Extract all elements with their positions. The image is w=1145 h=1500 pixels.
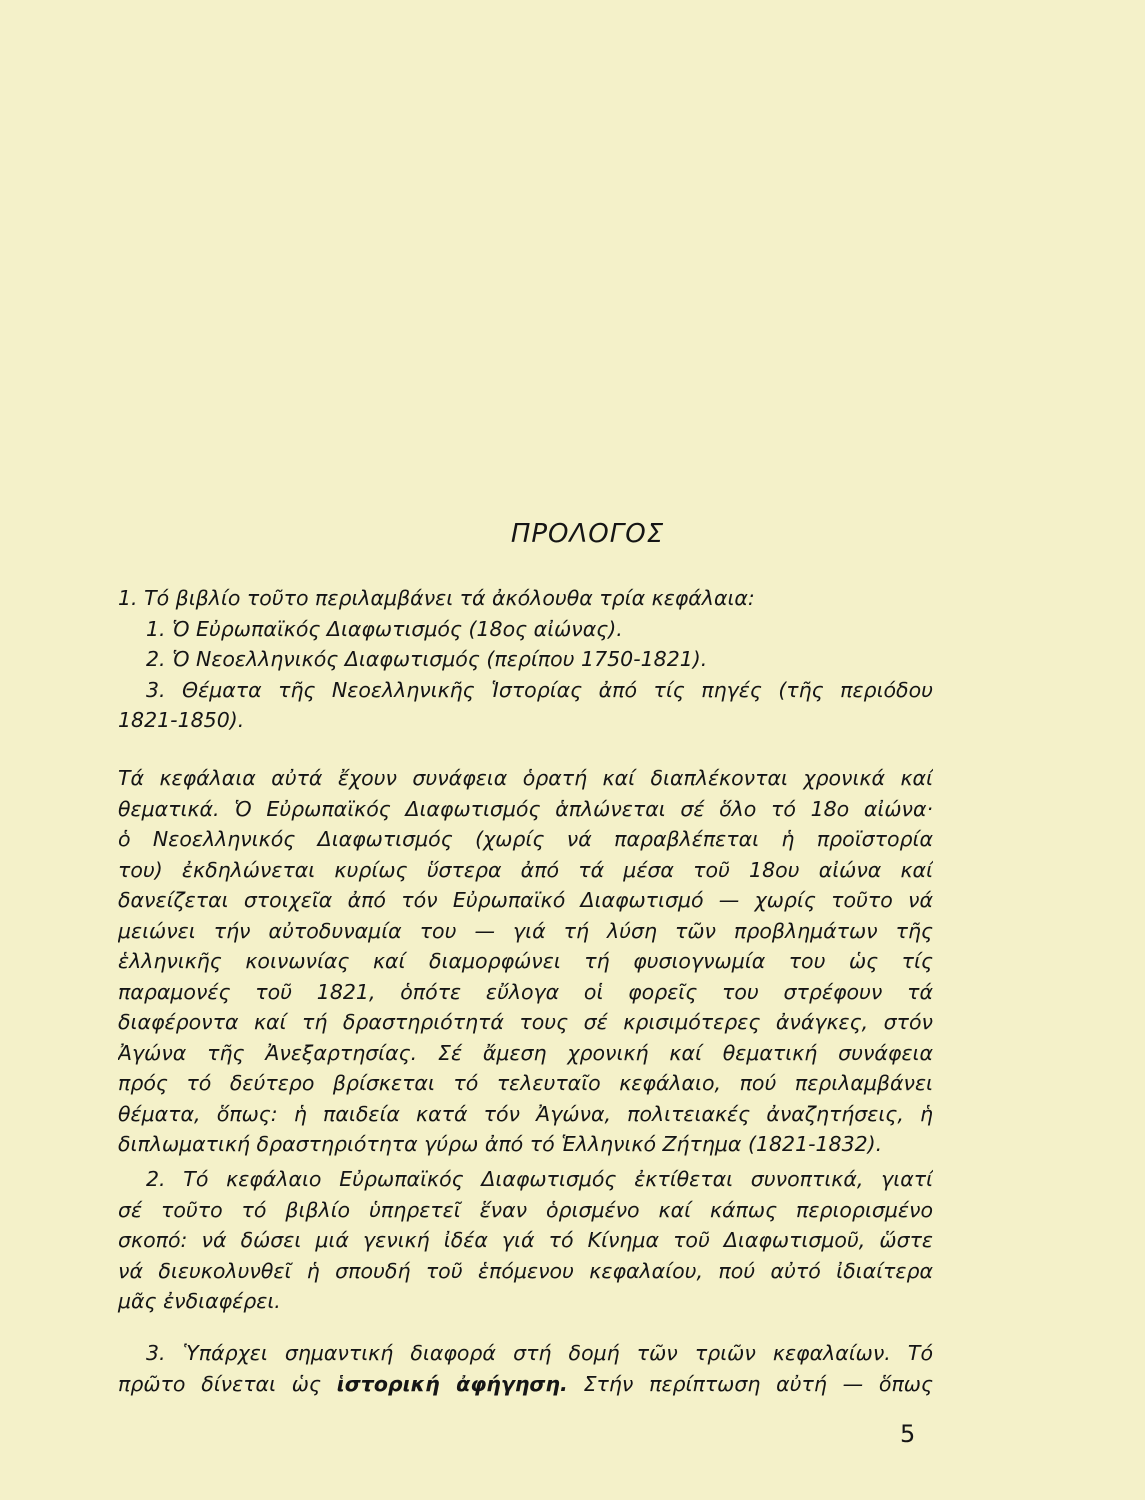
paragraph-text: πρῶτο δίνεται ὡς: [118, 1371, 337, 1396]
paragraph-line: μειώνει τήν αὐτοδυναμία του — γιά τή λύση τῶν προβλημάτων τῆς: [118, 918, 933, 943]
paragraph-line: πρός τό δεύτερο βρίσκεται τό τελευταῖο κεφάλαιο, πού περιλαμβάνει: [118, 1071, 933, 1095]
chapter-item-1: 1. Ὁ Εὐρωπαϊκός Διαφωτισμός (18ος αἰώνας).: [146, 616, 623, 641]
paragraph-1: [118, 763, 933, 1160]
paragraph-line: Ἀγώνα τῆς Ἀνεξαρτησίας. Σέ ἄμεση χρονική καί θεματική συνάφεια: [118, 1040, 933, 1065]
paragraph-line: του) ἐκδηλώνεται κυρίως ὕστερα ἀπό τά μέσα τοῦ 18ου αἰώνα καί: [118, 857, 933, 882]
paragraph-line: μᾶς ἐνδιαφέρει.: [118, 1289, 281, 1313]
paragraph-line: σέ τοῦτο τό βιβλίο ὑπηρετεῖ ἕναν ὁρισμένο καί κάπως περιορισμένο: [118, 1197, 933, 1222]
paragraph-line: διπλωματική δραστηριότητα γύρω ἀπό τό Ἑλληνικό Ζήτημα (1821-1832).: [118, 1132, 883, 1156]
paragraph-2: [118, 1164, 933, 1317]
paragraph-line: 2. Τό κεφάλαιο Εὐρωπαϊκός Διαφωτισμός ἐκτίθεται συνοπτικά, γιατί: [146, 1167, 933, 1191]
paragraph-line: ὁ Νεοελληνικός Διαφωτισμός (χωρίς νά παραβλέπεται ἡ προϊστορία: [118, 827, 933, 851]
chapter-item-3-continued: 1821-1850).: [118, 708, 245, 732]
page-title: ΠΡΟΛΟΓΟΣ: [510, 519, 665, 549]
paragraph-line: ἑλληνικῆς κοινωνίας καί διαμορφώνει τή φυσιογνωμία του ὡς τίς: [118, 949, 933, 973]
page-number: 5: [900, 1420, 916, 1448]
paragraph-line: νά διευκολυνθεῖ ἡ σπουδή τοῦ ἑπόμενου κεφαλαίου, πού αὐτό ἰδιαίτερα: [118, 1258, 933, 1283]
chapter-item-2: 2. Ὁ Νεοελληνικός Διαφωτισμός (περίπου 1750-1821).: [146, 647, 708, 671]
paragraph-line: Τά κεφάλαια αὐτά ἔχουν συνάφεια ὁρατή καί διαπλέκονται χρονικά καί: [118, 766, 933, 790]
emphasis-text: ἱστορική ἀφήγηση.: [336, 1371, 568, 1396]
paragraph-line: θέματα, ὅπως: ἡ παιδεία κατά τόν Ἀγώνα, πολιτειακές ἀναζητήσεις, ἡ: [118, 1101, 933, 1126]
paragraph-line: διαφέροντα καί τή δραστηριότητά τους σέ κρισιμότερες ἀνάγκες, στόν: [118, 1010, 933, 1034]
paragraph-line: δανείζεται στοιχεῖα ἀπό τόν Εὐρωπαϊκό Διαφωτισμό — χωρίς τοῦτο νά: [118, 888, 933, 912]
paragraph-line: [118, 1369, 933, 1400]
intro-line: 1. Τό βιβλίο τοῦτο περιλαμβάνει τά ἀκόλουθα τρία κεφάλαια:: [118, 586, 755, 610]
intro-section: [118, 583, 933, 736]
paragraph-line: θεματικά. Ὁ Εὐρωπαϊκός Διαφωτισμός ἁπλώνεται σέ ὅλο τό 18ο αἰώνα·: [118, 796, 933, 821]
chapter-item-3: 3. Θέματα τῆς Νεοελληνικῆς Ἱστορίας ἀπό τίς πηγές (τῆς περιόδου: [146, 677, 933, 702]
paragraph-text: Στήν περίπτωση αὐτή — ὅπως: [567, 1371, 933, 1396]
paragraph-line: σκοπό: νά δώσει μιά γενική ἰδέα γιά τό Κίνημα τοῦ Διαφωτισμοῦ, ὥστε: [118, 1228, 933, 1252]
paragraph-line: 3. Ὑπάρχει σημαντική διαφορά στή δομή τῶν τριῶν κεφαλαίων. Τό: [146, 1341, 933, 1365]
paragraph-3: [118, 1338, 933, 1399]
paragraph-line: παραμονές τοῦ 1821, ὁπότε εὔλογα οἱ φορεῖς του στρέφουν τά: [118, 979, 933, 1004]
